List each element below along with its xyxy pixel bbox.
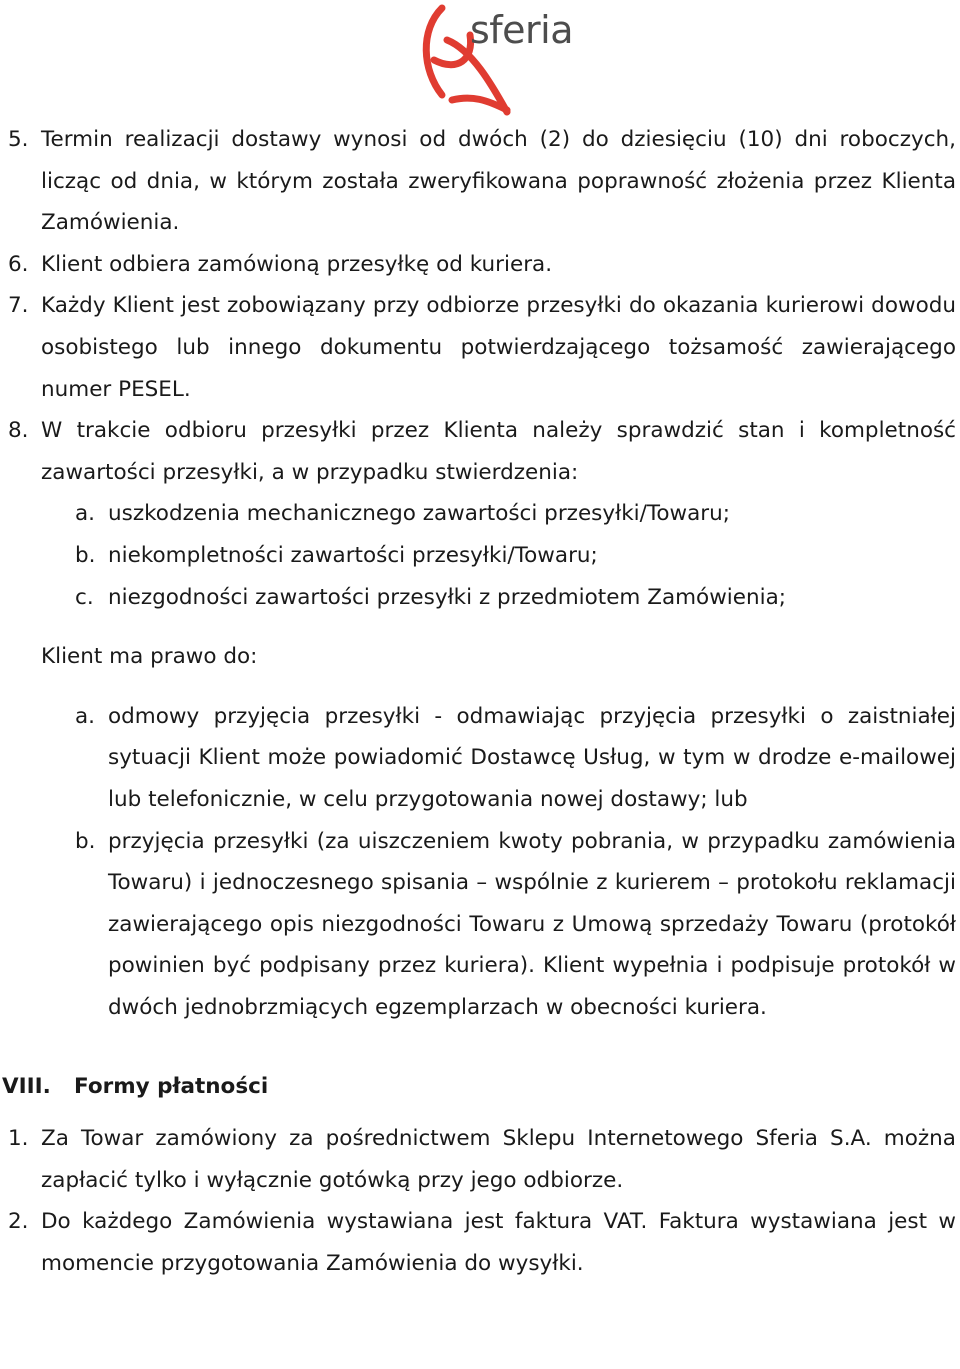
list-item-5 — [0, 119, 960, 244]
item-text: uszkodzenia mechanicznego zawartości przesyłki/Towaru; — [108, 501, 730, 527]
item-letter: b. — [75, 828, 96, 854]
condition-item-a — [0, 493, 960, 535]
condition-item-c — [0, 577, 960, 619]
item-number: 7. — [8, 293, 29, 319]
item-text: Każdy Klient jest zobowiązany przy odbiorze przesyłki do okazania kurierowi dowodu osobistego lub innego dokumentu potwierdzającego tożsamość zawierającego numer PESEL. — [41, 293, 956, 402]
list-item-7 — [0, 285, 960, 410]
payment-item-1 — [0, 1118, 960, 1201]
logo-text: sferia — [470, 8, 574, 52]
item-letter: a. — [75, 501, 96, 527]
document-body — [0, 119, 960, 1284]
item-text: przyjęcia przesyłki (za uiszczeniem kwoty pobrania, w przypadku zamówienia Towaru) i jednoczesnego spisania – wspólnie z kurierem – protokołu reklamacji zawierającego opis niezgodności Towaru z Umową sprzedaży Towaru (protokół powinien być podpisany przez kuriera). Klient wypełnia i podpisuje protokół w dwóch jednobrzmiących egzemplarzach w obecności kuriera. — [108, 828, 956, 1020]
item-number: 1. — [8, 1126, 29, 1152]
list-item-6 — [0, 244, 960, 286]
payment-item-2 — [0, 1201, 960, 1284]
item-text: Termin realizacji dostawy wynosi od dwóch (2) do dziesięciu (10) dni roboczych, licząc od dnia, w którym została zweryfikowana poprawność złożenia przez Klienta Zamówienia. — [41, 127, 956, 236]
item-text: Klient odbiera zamówioną przesyłkę od kuriera. — [41, 251, 553, 277]
item-text: W trakcie odbioru przesyłki przez Klienta należy sprawdzić stan i kompletność zawartości przesyłki, a w przypadku stwierdzenia: — [41, 418, 956, 485]
right-item-b — [0, 821, 960, 1029]
right-item-a — [0, 696, 960, 821]
item-text: niezgodności zawartości przesyłki z przedmiotem Zamówienia; — [108, 584, 787, 610]
item-text: Za Towar zamówiony za pośrednictwem Sklepu Internetowego Sferia S.A. można zapłacić tylko i wyłącznie gotówką przy jego odbiorze. — [41, 1126, 956, 1193]
item-letter: c. — [75, 584, 94, 610]
condition-item-b — [0, 535, 960, 577]
section-heading — [0, 1066, 960, 1108]
logo-arc-left-icon — [426, 8, 442, 95]
rights-intro: Klient ma prawo do: — [41, 644, 258, 670]
item-letter: b. — [75, 542, 96, 568]
item-letter: a. — [75, 703, 96, 729]
item-number: 5. — [8, 127, 29, 152]
item-text: niekompletności zawartości przesyłki/Towaru; — [108, 542, 598, 568]
section-number: VIII. — [2, 1074, 51, 1100]
item-number: 6. — [8, 251, 29, 277]
item-number: 2. — [8, 1209, 29, 1235]
item-number: 8. — [8, 418, 29, 444]
list-item-8 — [0, 410, 960, 493]
item-text: Do każdego Zamówienia wystawiana jest faktura VAT. Faktura wystawiana jest w momencie przygotowania Zamówienia do wysyłki. — [41, 1209, 956, 1276]
section-title: Formy płatności — [74, 1074, 269, 1100]
item-text: odmowy przyjęcia przesyłki - odmawiając przyjęcia przesyłki o zaistniałej sytuacji Klient może powiadomić Dostawcę Usług, w tym w drodze e-mailowej lub telefonicznie, w celu przygotowania nowej dostawy; lub — [108, 703, 956, 812]
